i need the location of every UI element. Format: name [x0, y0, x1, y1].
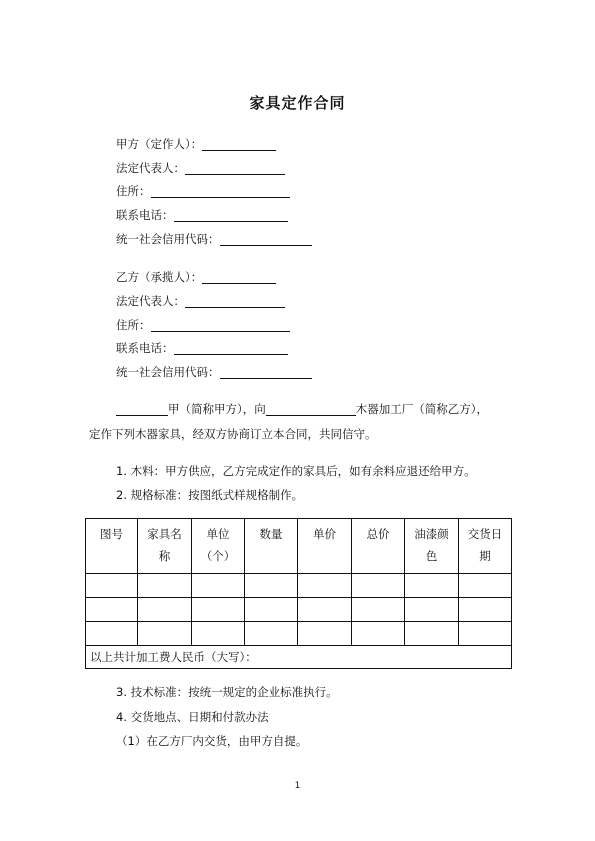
party-a-phone-blank[interactable]	[174, 209, 288, 222]
table-cell[interactable]	[352, 598, 405, 622]
party-b-name-label: 乙方（承揽人）：	[116, 270, 203, 284]
table-cell[interactable]	[405, 598, 459, 622]
intro-part2: 木器加工厂（简称乙方），	[355, 402, 488, 416]
table-header-row	[86, 519, 512, 574]
party-b-address-label: 住所：	[116, 318, 151, 332]
table-cell[interactable]	[459, 598, 512, 622]
party-b-credit-field	[116, 365, 312, 379]
table-cell[interactable]	[245, 574, 298, 598]
party-b-phone-label: 联系电话：	[116, 341, 174, 355]
party-a-credit-field	[116, 232, 312, 246]
intro-party-b-blank[interactable]	[266, 403, 356, 416]
table-cell[interactable]	[405, 574, 459, 598]
col-header-delivery-date: 交货日 期	[459, 519, 512, 574]
party-b-phone-blank[interactable]	[174, 342, 288, 355]
table-cell[interactable]	[245, 622, 298, 646]
clause-4: 4. 交货地点、日期和付款办法	[116, 710, 269, 724]
intro-part1: 甲（简称甲方），向	[168, 402, 266, 416]
intro-line-2: 定作下列木器家具，经双方协商订立本合同，共同信守。	[89, 427, 377, 441]
table-cell[interactable]	[352, 622, 405, 646]
table-cell[interactable]	[459, 574, 512, 598]
party-a-credit-blank[interactable]	[220, 233, 312, 246]
table-cell[interactable]	[138, 622, 192, 646]
party-b-address-field	[116, 318, 290, 332]
table-cell[interactable]	[405, 622, 459, 646]
party-b-name-field	[116, 270, 276, 284]
table-cell[interactable]	[86, 622, 138, 646]
col-header-furniture-name: 家具名 称	[138, 519, 192, 574]
table-cell[interactable]	[138, 574, 192, 598]
table-cell[interactable]	[138, 598, 192, 622]
table-cell[interactable]	[86, 598, 138, 622]
party-a-rep-blank[interactable]	[185, 162, 285, 175]
table-cell[interactable]	[298, 598, 352, 622]
table-row	[86, 598, 512, 622]
party-a-address-blank[interactable]	[151, 185, 290, 198]
party-b-credit-blank[interactable]	[220, 366, 312, 379]
table-cell[interactable]	[298, 574, 352, 598]
spec-table	[85, 518, 512, 669]
table-cell[interactable]	[459, 622, 512, 646]
col-header-quantity: 数量	[245, 519, 298, 574]
party-b-rep-field	[116, 294, 285, 308]
col-header-unit-price: 单价	[298, 519, 352, 574]
party-b-credit-label: 统一社会信用代码：	[116, 365, 220, 379]
col-header-drawing-no: 图号	[86, 519, 138, 574]
party-b-name-blank[interactable]	[202, 271, 276, 284]
party-b-phone-field	[116, 341, 288, 355]
party-a-credit-label: 统一社会信用代码：	[116, 232, 220, 246]
document-title: 家具定作合同	[249, 94, 346, 112]
party-a-name-blank[interactable]	[202, 138, 276, 151]
party-a-name-label: 甲方（定作人）：	[116, 137, 203, 151]
intro-line-1	[116, 402, 488, 416]
col-header-total-price: 总价	[352, 519, 405, 574]
party-a-address-label: 住所：	[116, 184, 151, 198]
intro-party-a-blank[interactable]	[116, 403, 168, 416]
party-a-phone-label: 联系电话：	[116, 208, 174, 222]
party-b-rep-label: 法定代表人：	[116, 294, 185, 308]
table-cell[interactable]	[192, 598, 245, 622]
party-a-name-field	[116, 137, 276, 151]
party-a-address-field	[116, 184, 290, 198]
table-cell[interactable]	[192, 574, 245, 598]
table-total-row	[86, 646, 512, 669]
clause-3: 3. 技术标准：按统一规定的企业标准执行。	[116, 685, 338, 699]
party-a-phone-field	[116, 208, 288, 222]
table-cell[interactable]	[298, 622, 352, 646]
party-a-rep-label: 法定代表人：	[116, 161, 185, 175]
clause-1: 1. 木料：甲方供应，乙方完成定作的家具后，如有余料应退还给甲方。	[116, 464, 476, 478]
clause-4-1: （1）在乙方厂内交货，由甲方自提。	[116, 734, 308, 748]
table-row	[86, 622, 512, 646]
col-header-paint-color: 油漆颜 色	[405, 519, 459, 574]
table-cell[interactable]	[245, 598, 298, 622]
col-header-unit: 单位 （个）	[192, 519, 245, 574]
party-a-rep-field	[116, 161, 285, 175]
total-fee-cell[interactable]: 以上共计加工费人民币（大写）：	[86, 646, 512, 669]
table-row	[86, 574, 512, 598]
clause-2: 2. 规格标准：按图纸式样规格制作。	[116, 488, 304, 502]
table-cell[interactable]	[192, 622, 245, 646]
page-number: 1	[294, 781, 301, 791]
table-cell[interactable]	[86, 574, 138, 598]
party-b-rep-blank[interactable]	[185, 295, 285, 308]
table-cell[interactable]	[352, 574, 405, 598]
party-b-address-blank[interactable]	[151, 319, 290, 332]
